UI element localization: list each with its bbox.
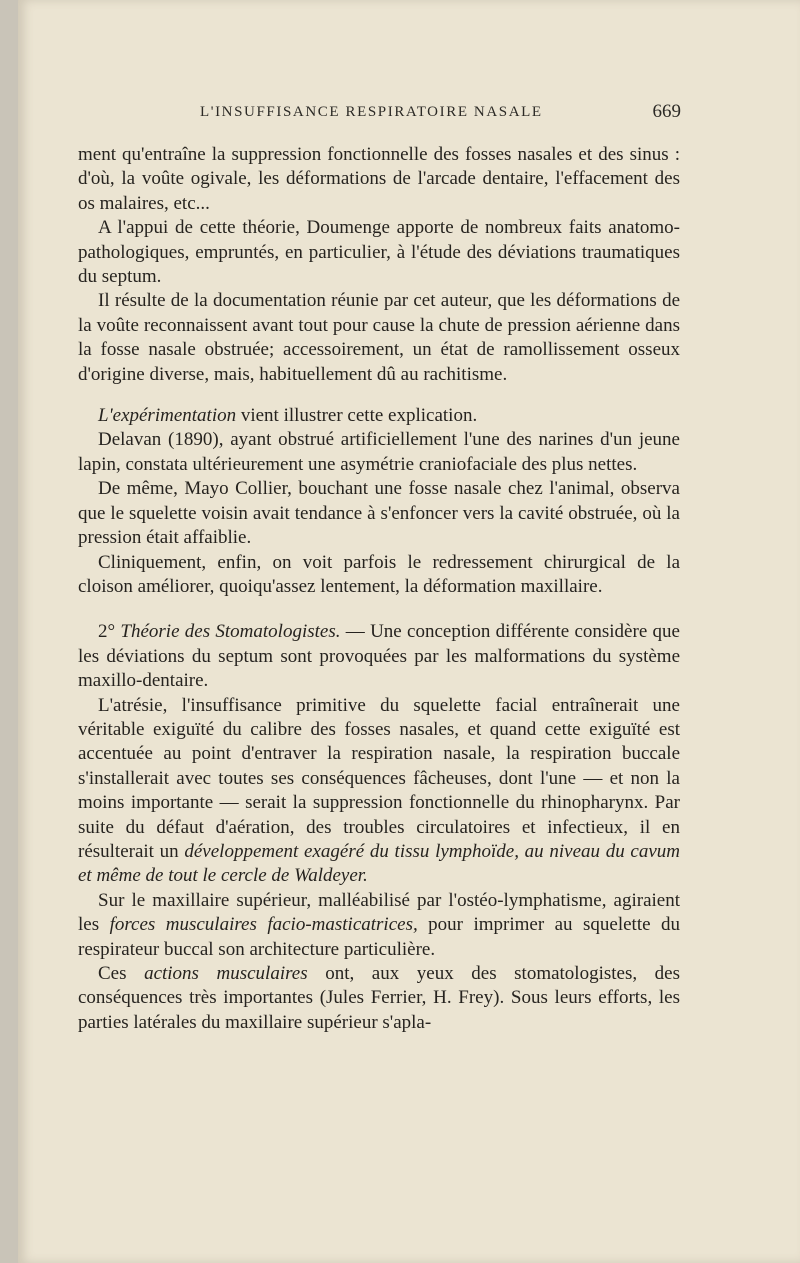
running-header — [78, 100, 680, 130]
book-page — [18, 0, 800, 1263]
section-number: 2° — [98, 621, 121, 643]
paragraph-documentation: Il résulte de la documentation réunie par cet auteur, que les déformations de la voûte reconnaissent avant tout pour cause la chute de pression aérienne dans la fosse nasale obstruée; accessoirement, un état de ramollissement osseux d'origine diverse, mais, habituellement dû au rachitisme. — [78, 290, 680, 385]
paragraph-theorie-stomatologistes — [78, 620, 680, 693]
section-gap — [78, 599, 680, 620]
paragraph-cliniquement: Cliniquement, enfin, on voit parfois le redressement chirurgical de la cloison améliorer, quoiqu'assez lentement, la déformation maxillaire. — [78, 551, 680, 597]
section-heading-text: — Une conception différente considère que les déviations du septum sont provoquées par les malformations du système maxillo-dentaire. — [78, 621, 680, 692]
paragraph-doumenge: A l'appui de cette théorie, Doumenge apporte de nombreux faits anatomo-pathologiques, empruntés, en particulier, à l'étude des déviations traumatiques du septum. — [78, 217, 680, 288]
atresie-text: L'atrésie, l'insuffisance primitive du squelette facial entraînerait une véritable exiguïté du calibre des fosses nasales, et quand cette exiguïté est accentuée au point d'entraver la respiration nasale, la respiration buccale s'installerait avec toutes ses conséquences fâcheuses, dont l'une — et non la moins importante — serait la suppression fonctionnelle du rhinopharynx. Par suite du défaut d'aération, des troubles circulatoires et infectieux, il en résulterait un — [78, 694, 680, 862]
paragraph-maxillaire — [78, 889, 680, 962]
actions-text-end: ont, aux yeux des stomatologistes, des conséquences très importantes (Jules Ferrier, H. Frey). Sous leurs efforts, les parties latérales du maxillaire supérieur s'apla- — [78, 963, 681, 1033]
paragraph-continuation: ment qu'entraîne la suppression fonctionnelle des fosses nasales et des sinus : d'où, la voûte ogivale, les déformations de l'arcade dentaire, l'effacement des os malaires, etc... — [78, 144, 680, 214]
experimentation-term: L'expérimentation — [98, 405, 237, 427]
paragraph-experimentation — [78, 404, 680, 428]
paragraph-actions-musculaires — [78, 962, 680, 1035]
paragraph-atresie — [78, 694, 680, 889]
section-gap — [78, 387, 680, 404]
atresie-emphasis: développement exagéré du tissu lymphoïde, au niveau du cavum et même de tout le cercle de Waldeyer. — [78, 840, 681, 887]
maxillaire-text-end: pour imprimer au squelette du respirateur buccal son architecture particulière. — [78, 914, 680, 960]
section-heading: Théorie des Stomatologistes. — [120, 621, 341, 643]
actions-emphasis: actions musculaires — [144, 963, 308, 984]
paragraph-mayo-collier: De même, Mayo Collier, bouchant une fosse nasale chez l'animal, observa que le squelette voisin avait tendance à s'enfoncer vers la cavité obstruée, où la pression était affaiblie. — [78, 478, 680, 549]
page-number: 669 — [652, 101, 681, 122]
experimentation-text: vient illustrer cette explication. — [236, 405, 478, 427]
maxillaire-text-start: Sur le maxillaire supérieur, malléabilisé par l'ostéo-lymphatisme, agiraient les — [78, 889, 680, 936]
paragraph-delavan: Delavan (1890), ayant obstrué artificiellement l'une des narines d'un jeune lapin, constata ultérieurement une asymétrie craniofaciale des plus nettes. — [78, 429, 680, 475]
actions-text-start: Ces — [98, 963, 145, 984]
running-title: L'INSUFFISANCE RESPIRATOIRE NASALE — [200, 104, 543, 120]
body-text — [78, 143, 680, 1035]
maxillaire-emphasis: forces musculaires facio-masticatrices, — [109, 914, 418, 936]
